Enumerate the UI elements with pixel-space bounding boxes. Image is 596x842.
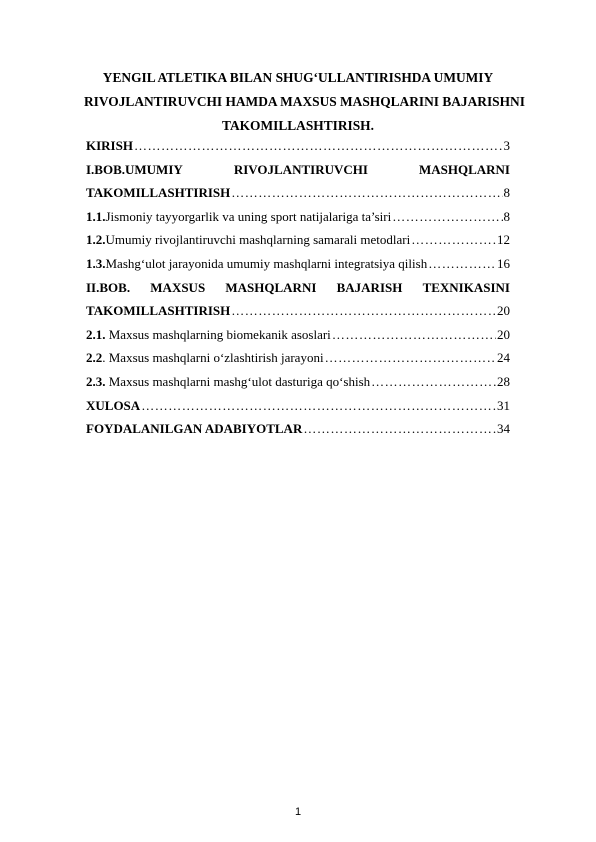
toc-section-number: 2.2 [86, 350, 103, 366]
toc-chapter-word: TEXNIKASINI [422, 279, 510, 295]
toc-leader [141, 394, 496, 418]
toc-chapter-2-heading[interactable] [86, 276, 510, 300]
page-number: 1 [294, 806, 302, 818]
toc-leader [392, 205, 502, 229]
toc-entry-chapter-1[interactable] [86, 181, 510, 205]
toc-page-number: 28 [497, 373, 510, 389]
toc-leader [371, 370, 496, 394]
toc-entry-2-3[interactable] [86, 370, 510, 394]
toc-entry-2-1[interactable] [86, 323, 510, 347]
toc-section-number: 2.1. [86, 326, 106, 342]
toc-leader [428, 252, 496, 276]
toc-page-number: 20 [497, 303, 510, 319]
toc-chapter-word: MASHQLARNI [225, 279, 317, 295]
toc-section-number: 1.1. [86, 208, 106, 224]
title-line-1: YENGIL ATLETIKA BILAN SHUG‘ULLANTIRISHDA UMUMIY [102, 70, 494, 85]
toc-page-number: 12 [497, 232, 510, 248]
toc-leader [411, 228, 496, 252]
toc-leader [325, 346, 496, 370]
toc-leader [134, 134, 503, 158]
title-line-2: RIVOJLANTIRUVCHI HAMDA MAXSUS MASHQLARINI BAJARISHNI [84, 94, 525, 109]
toc-leader [231, 299, 496, 323]
toc-page-number: 24 [497, 350, 510, 366]
toc-section-number: 1.3. [86, 255, 106, 271]
toc-entry-label: Jismoniy tayyorgarlik va uning sport natijalariga ta’siri [105, 208, 392, 224]
toc-entry-label: . Maxsus mashqlarni o‘zlashtirish jarayoni [102, 350, 324, 366]
toc-leader [303, 417, 496, 441]
toc-section-number: 2.3. [86, 373, 106, 389]
toc-entry-label: TAKOMILLASHTIRISH [86, 303, 231, 319]
toc-section-number: 1.2. [86, 232, 106, 248]
toc-entry-2-2[interactable] [86, 346, 510, 370]
toc-leader [231, 181, 502, 205]
toc-entry-label: FOYDALANILGAN ADABIYOTLAR [86, 421, 303, 437]
toc-chapter-word: MASHQLARNI [418, 161, 510, 177]
toc-entry-xulosa[interactable] [86, 394, 510, 418]
toc-entry-1-1[interactable] [86, 205, 510, 229]
toc-leader [332, 323, 496, 347]
toc-chapter-word: II.BOB. [86, 279, 131, 295]
toc-page-number: 31 [497, 397, 510, 413]
toc-entry-label: Umumiy rivojlantiruvchi mashqlarning samarali metodlari [105, 232, 411, 248]
toc-chapter-1-heading[interactable] [86, 158, 510, 182]
toc-page-number: 8 [503, 185, 510, 201]
toc-entry-label: Maxsus mashqlarni mashg‘ulot dasturiga qo‘shish [105, 373, 371, 389]
toc-chapter-word: RIVOJLANTIRUVCHI [233, 161, 368, 177]
toc-page-number: 20 [497, 326, 510, 342]
toc-entry-chapter-2[interactable] [86, 299, 510, 323]
toc-entry-label: Mashg‘ulot jarayonida umumiy mashqlarni integratsiya qilish [105, 255, 428, 271]
toc-page-number: 3 [503, 138, 510, 153]
title-line-3: TAKOMILLASHTIRISH. [222, 118, 374, 133]
toc-page-number: 8 [503, 208, 510, 224]
toc-entry-kirish[interactable] [86, 134, 510, 158]
table-of-contents [86, 134, 510, 441]
toc-entry-label: KIRISH [86, 138, 133, 153]
document-title [84, 66, 525, 138]
toc-chapter-word: I.BOB.UMUMIY [86, 161, 183, 177]
toc-entry-adabiyotlar[interactable] [86, 417, 510, 441]
toc-chapter-word: BAJARISH [336, 279, 403, 295]
toc-entry-label: Maxsus mashqlarning biomekanik asoslari [105, 326, 331, 342]
toc-page-number: 16 [497, 255, 510, 271]
toc-entry-label: XULOSA [86, 397, 141, 413]
toc-chapter-word: MAXSUS [150, 279, 206, 295]
toc-entry-1-2[interactable] [86, 228, 510, 252]
toc-entry-label: TAKOMILLASHTIRISH [86, 185, 231, 201]
toc-entry-1-3[interactable] [86, 252, 510, 276]
toc-page-number: 34 [497, 421, 510, 437]
